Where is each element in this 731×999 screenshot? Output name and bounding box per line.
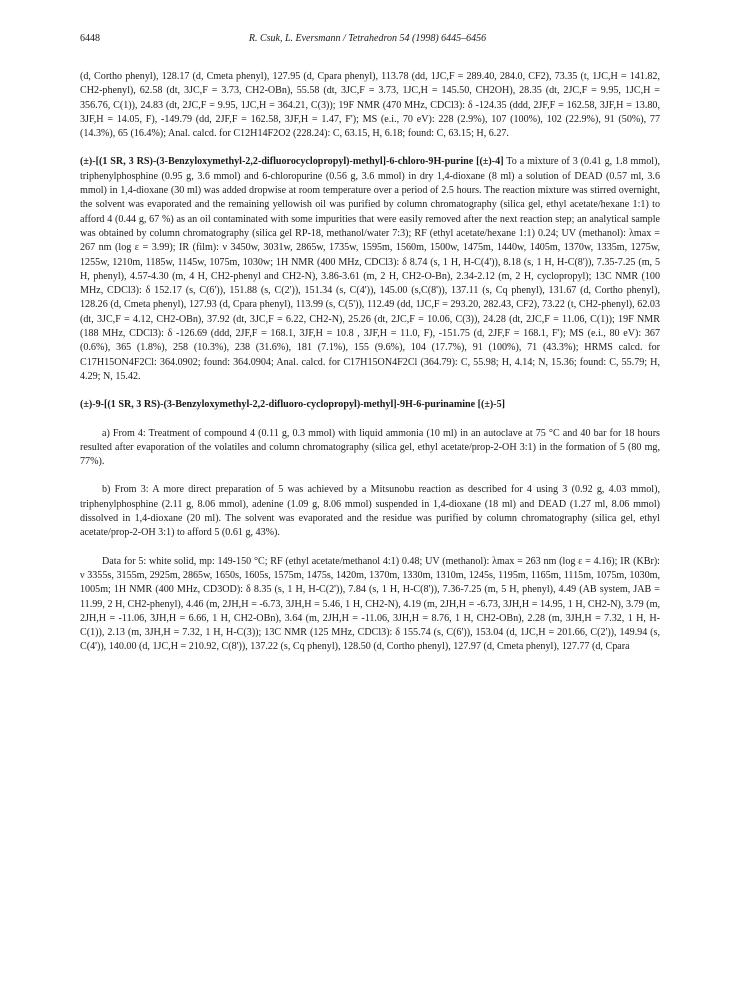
compound-5-heading: (±)-9-[(1 SR, 3 RS)-(3-Benzyloxymethyl-2,2-difluoro-cyclopropyl)-methyl]-9H-6-purinamine [(±)-5]	[80, 399, 506, 411]
page-number: 6448	[80, 33, 100, 44]
running-head: R. Csuk, L. Eversmann / Tetrahedron 54 (1998) 6445–6456	[248, 33, 487, 44]
compound-4-entry	[80, 155, 660, 384]
compound-4-procedure: To a mixture of 3 (0.41 g, 1.8 mmol), triphenylphosphine (0.95 g, 3.6 mmol) and 6-chloropurine (0.56 g, 3.6 mmol) in dry 1,4-dioxane (8 ml) a solution of DEAD (0.57 ml, 3.6 mmol) in 1,4-dioxane (30 ml) was added dropwise at room temperature over a period of 2.5 hours. The reaction mixture was stirred overnight, the solvent was evaporated and the remaining yellowish oil was purified by column chromatography (silica gel, ethyl acetate/hexane 1:1) to afford 4 (0.44 g, 67 %) as an oil contaminated with some impurities that were easily removed after the next reaction step; an analytical sample was obtained by column chromatography (silica gel RP-18, methanol/water 7:3); RF (ethyl acetate/hexane 1:1) 0.24; UV (methanol): λmax = 267 nm (log ε = 3.99); IR (film): ν 3450w, 3031w, 2865w, 1735w, 1595m, 1560m, 1500w, 1475m, 1440w, 1405m, 1370w, 1335m, 1275w, 1255w, 1210m, 1185w, 1145w, 1075m, 1030w; 1H NMR (400 MHz, CDCl3): δ 8.74 (s, 1 H, H-C(4')), 8.18 (s, 1 H, H-C(8')), 7.35-7.25 (m, 5 H, phenyl), 4.57-4.30 (m, 4 H, CH2-phenyl and CH2-N), 3.86-3.61 (m, 2 H, CH2-O-Bn), 2.34-2.12 (m, 2 H, cyclopropyl); 13C NMR (100 MHz, CDCl3): δ 152.17 (s, C(6')), 151.88 (s, C(2')), 151.34 (s, C(4')), 145.00 (s,C(8')), 137.11 (s, Cq phenyl), 131.67 (d, Cortho phenyl), 128.26 (d, Cmeta phenyl), 127.93 (d, Cpara phenyl), 113.99 (s, C(5')), 112.49 (dd, 1JC,F = 293.20, 282.43, CF2), 73.22 (t, CH2-phenyl), 62.03 (dt, 3JC,F = 4.12, CH2-OBn), 37.92 (dt, 3JC,F = 6.22, CH2-N), 25.26 (dt, 2JC,F = 10.06, C(3)), 24.28 (dt, 2JC,F = 11.06, C(1)); 19F NMR (188 MHz, CDCl3): δ -126.69 (ddd, 2JF,F = 168.1, 3JF,H = 10.8 , 3JF,H = 11.0, F), -151.75 (d, 2JF,F = 168.1, F'); MS (e.i., 80 eV): 367 (0.6%), 365 (1.8%), 258 (10.3%), 238 (31.6%), 181 (7.1%), 155 (9.6%), 104 (17.7%), 91 (100%), 71 (43.3%); HRMS calcd. for C17H15ON4F2Cl: 364.0902; found: 364.0904; Anal. calcd. for C17H15ON4F2Cl (364.79): C, 55.98; H, 4.14; N, 15.36; found: C, 55.79; H, 4.29; N, 15.42.	[80, 156, 660, 382]
compound-5-entry	[80, 398, 660, 412]
paragraph-data-5: Data for 5: white solid, mp: 149-150 °C; RF (ethyl acetate/methanol 4:1) 0.48; UV (methanol): λmax = 263 nm (log ε = 4.16); IR (KBr): ν 3355s, 3155m, 2925m, 2865w, 1650s, 1605s, 1575m, 1475s, 1420m, 1370m, 1330m, 1310m, 1245s, 1195m, 1165m, 1115m, 1075m, 1030m, 1005m; 1H NMR (400 MHz, CD3OD): δ 8.35 (s, 1 H, H-C(2')), 7.84 (s, 1 H, H-C(8')), 7.36-7.25 (m, 5 H, phenyl), 4.49 (AB system, JAB = 11.99, 2 H, CH2-phenyl), 4.46 (m, 2JH,H = -6.73, 3JH,H = 5.46, 1 H, CH2-N), 4.19 (m, 2JH,H = -6.73, 3JH,H = 14.95, 1 H, CH2-N), 3.79 (m, 2JH,H = -11.06, 3JH,H = 6.66, 1 H, CH2-OBn), 3.64 (m, 2JH,H = -11.06, 3JH,H = 8.76, 1 H, CH2-OBn), 2.28 (m, 3JH,H = 7.32, 1 H, H-C(1)), 2.13 (m, 3JH,H = 7.32, 1 H, H-C(3)); 13C NMR (125 MHz, CDCl3): δ 155.74 (s, C(6')), 153.04 (d, 1JC,H = 201.66, C(2')), 149.94 (s, C(4')), 140.00 (d, 1JC,H = 210.92, C(8')), 137.22 (s, Cq phenyl), 128.50 (d, Cortho phenyl), 127.97 (d, Cmeta phenyl), 127.77 (d, Cpara	[80, 555, 660, 653]
paragraph-route-b: b) From 3: A more direct preparation of 5 was achieved by a Mitsunobu reaction as described for 4 using 3 (0.92 g, 4.03 mmol), triphenylphosphine (2.11 g, 8.06 mmol), adenine (1.09 g, 8.06 mmol) suspended in 1,4-dioxane (18 ml) and DEAD (1.27 ml, 8.06 mmol) dissolved in 1,4-dioxane (20 ml). The solvent was evaporated and the residue was purified by column chromatography (silica gel, ethyl acetate/prop-2-OH 3:1) to afford 5 (0.61 g, 43%).	[80, 484, 660, 539]
compound-4-heading: (±)-[(1 SR, 3 RS)-(3-Benzyloxymethyl-2,2-difluorocyclopropyl)-methyl]-6-chloro-9H-purine [(±)-4]	[80, 156, 504, 168]
paragraph-continued: (d, Cortho phenyl), 128.17 (d, Cmeta phenyl), 127.95 (d, Cpara phenyl), 113.78 (dd, 1JC,F = 289.40, 284.0, CF2), 73.35 (t, 1JC,H = 141.82, CH2-phenyl), 62.58 (dt, 3JC,F = 3.73, CH2-OBn), 55.58 (dt, 3JC,F = 3.73, 1JC,H = 145.50, CH2OH), 28.35 (dt, 2JC,F = 9.95, 1JC,H = 356.76, C(1)), 24.83 (dt, 2JC,F = 9.95, 1JC,H = 364.21, C(3)); 19F NMR (470 MHz, CDCl3): δ -124.35 (ddd, 2JF,F = 162.58, 3JF,H = 13.80, 3JF,H = 14.05, F), -149.79 (dd, 2JF,F = 162.58, 3JF,H = 1.47, F'); MS (e.i., 70 eV): 228 (2.9%), 107 (100%), 102 (22.9%), 91 (50%), 77 (14.3%), 65 (16.4%); Anal. calcd. for C12H14F2O2 (228.24): C, 63.15, H, 6.18; found: C, 63.15; H, 6.27.	[80, 71, 660, 140]
page-header	[80, 33, 655, 49]
paragraph-route-a: a) From 4: Treatment of compound 4 (0.11 g, 0.3 mmol) with liquid ammonia (10 ml) in an autoclave at 75 °C and 40 bar for 18 hours resulted after evaporation of the volatiles and column chromatography (silica gel, ethyl acetate/prop-2-OH 3:1) in the formation of 5 (80 mg, 77%).	[80, 427, 660, 468]
article-body	[80, 70, 660, 665]
